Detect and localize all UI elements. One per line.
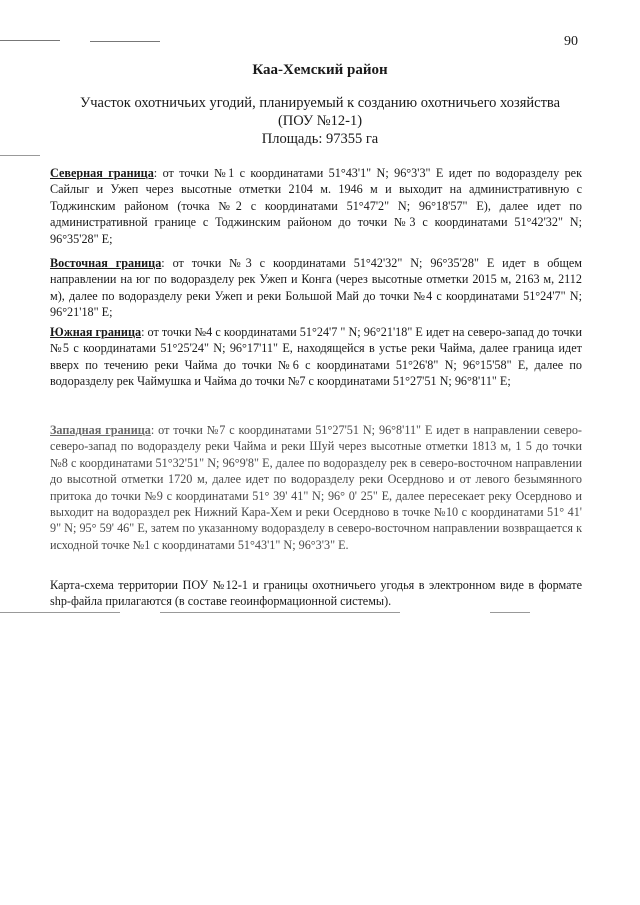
east-boundary-text: : от точки №3 с координатами 51°42'32" N; 96°35'28" E идет в общем направлении на юг по водоразделу рек Ужеп и Конга (через высотные отметки 2015 м, 2163 м, 2112 м), далее по водоразделу реки Ужеп и реки Большой Май до точки №4 с координатами 51°24'7" N; 96°21'18" E;: [50, 256, 582, 320]
north-boundary-text: : от точки №1 с координатами 51°43'1" N; 96°3'3" E идет по водоразделу рек Сайлыг и Ужеп через высотные отметки 2104 м. 1946 м и выходит на административную с Тоджинским районом (точка №2 с координатами 51°47'2" N; 96°18'57" E), далее идет по административной границе с Тоджинским районом до точки №3 с координатами 51°42'32" N; 96°35'28" E;: [50, 166, 583, 246]
south-boundary-label: Южная граница: [50, 325, 142, 339]
north-boundary-label: Северная граница: [50, 166, 154, 180]
subtitle-line-1: Участок охотничьих угодий, планируемый к созданию охотничьего хозяйства: [79, 95, 561, 111]
scan-artifact-line: [0, 40, 60, 41]
subtitle-line-2: (ПОУ №12-1): [277, 113, 363, 129]
subtitle-block: [60, 94, 580, 148]
west-boundary-label: Западная граница: [50, 423, 151, 437]
district-title: Каа-Хемский район: [252, 62, 388, 78]
east-boundary-label: Восточная граница: [50, 256, 162, 270]
map-attachment-note: Карта-схема территории ПОУ №12-1 и границы охотничьего угодья в электронном виде в формате shp-файла прилагаются (в составе геоинформационной системы).: [50, 578, 582, 609]
west-boundary-paragraph: [50, 422, 582, 553]
scan-artifact-line: [0, 155, 40, 156]
south-boundary-text: : от точки №4 с координатами 51°24'7 " N; 96°21'18" E идет на северо-запад до точки №5 с координатами 51°25'24" N; 96°17'11" E, находящейся в устье реки Чайма, далее граница идет вверх по течению реки Чайма до точки №6 с координатами 51°26'8" N; 96°15'58" E, далее по водоразделу рек Чаймушка и Чайма до точки №7 с координатами 51°27'51 N; 96°8'11" E;: [50, 325, 582, 389]
scan-artifact-line: [490, 612, 530, 613]
north-boundary-paragraph: [50, 165, 582, 247]
south-boundary-paragraph: [50, 324, 582, 390]
west-boundary-text: : от точки №7 с координатами 51°27'51 N; 96°8'11" E идет в направлении северо-северо-запад по водоразделу реки Чайма и реки Шуй через высотные отметки 1813 м, 1 5 до точки №8 с координатами 51°32'51" N; 96°9'8" E, далее по водоразделу рек в северо-восточном направлении до высотной отметки 1720 м, далее идет по водоразделу реки Осердново и от левого безымянного притока до точки №9 с координатами 51° 39' 41" N; 96° 0' 25" E, далее пересекает реку Осердново и выходит на водораздел рек Нижний Кара-Хем и реки Осердново в точке №10 с координатами 51° 41' 9" N; 95° 59' 46" E, затем по указанному водоразделу в северо-восточном направлении возвращается к исходной точке №1 с координатами 51°43'1" N; 96°3'3" E.: [50, 423, 582, 552]
subtitle-line-3: Площадь: 97355 га: [261, 131, 379, 147]
scan-artifact-line: [160, 612, 400, 613]
east-boundary-paragraph: [50, 255, 582, 321]
page-number: 90: [564, 34, 578, 49]
scan-artifact-line: [0, 612, 120, 613]
scan-artifact-line: [90, 41, 160, 42]
